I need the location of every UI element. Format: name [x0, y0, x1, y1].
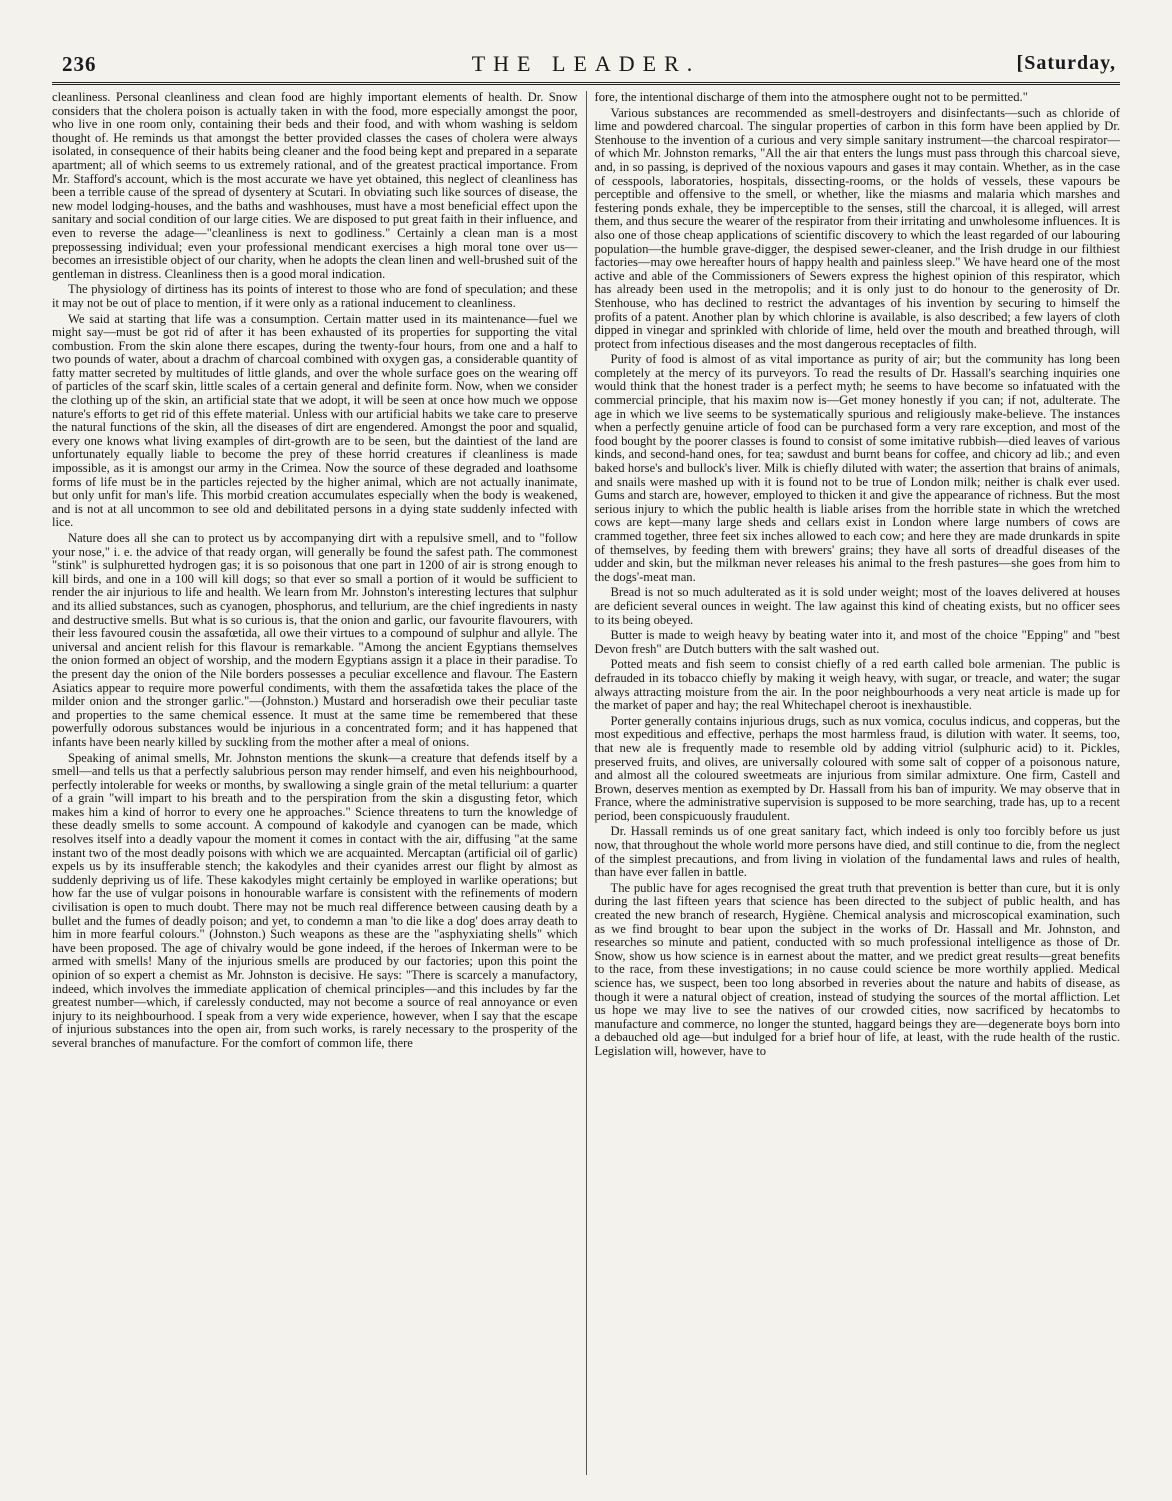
left-column	[52, 91, 586, 1475]
page-number: 236	[62, 52, 97, 76]
right-column	[586, 91, 1121, 1475]
newspaper-title: THE LEADER.	[471, 51, 701, 76]
paragraph: Nature does all she can to protect us by accompanying dirt with a repulsive smell, and to "follow your nose," i. e. the advice of that ready organ, will generally be found the safest path. The commonest "stink" is sulphuretted hydrogen gas; it is so poisonous that one part in 1200 of air is strong enough to kill birds, and one in a 100 will kill dogs; so that ever so small a portion of it would be sufficient to render the air injurious to life and health. We learn from Mr. Johnston's interesting lectures that sulphur and its allied substances, such as cyanogen, phosphorus, and tellurium, are the chief ingredients in nasty and destructive smells. But what is so curious is, that the onion and garlic, our favourite flavourers, with their less favoured cousin the assafœtida, all owe their virtues to a compound of sulphur and allyle. The universal and ancient relish for this flavour is remarkable. "Among the ancient Egyptians themselves the onion formed an object of worship, and the modern Egyptians assign it a place in their paradise. To the present day the onion of the Nile borders possesses a peculiar excellence and flavour. The Eastern Asiatics appear to require more powerful condiments, with them the assafœtida takes the place of the milder onion and the stronger garlic."—(Johnston.) Mustard and horseradish owe their peculiar taste and properties to the same chemical essence. It must at the same time be remembered that these powerfully odorous substances would be injurious in a concentrated form; and it has happened that infants have been nearly killed by suckling from the mother after a meal of onions.	[52, 531, 578, 749]
paragraph: Potted meats and fish seem to consist chiefly of a red earth called bole armenian. The public is defrauded in its tobacco chiefly by making it weigh heavy, with sugar, or treacle, and water; the sugar always attracting moisture from the air. In the poor neighbourhoods a very neat article is made up for the market of paper and hay; the real Whitechapel cheroot is inexhaustible.	[594, 657, 1120, 713]
paragraph: Various substances are recommended as smell-destroyers and disinfectants—such as chloride of lime and powdered charcoal. The singular properties of carbon in this form have been applied by Dr. Stenhouse to the invention of a curious and very simple sanitary instrument—the charcoal respirator—of which Mr. Johnston remarks, "All the air that enters the lungs must pass through this charcoal sieve, and, in so passing, is deprived of the noxious vapours and gases it may contain. Whether, as in the case of cesspools, laboratories, hospitals, dissecting-rooms, or the holds of vessels, these vapours be perceptible and offensive to the smell, or whether, like the miasms and malaria which marshes and festering ponds exhale, they be imperceptible to the senses, still the charcoal, it is alleged, will arrest them, and thus secure the wearer of the respirator from their irritating and unwholesome influences. It is also one of those cheap applications of scientific discovery to which the least regarded of our labouring population—the humble grave-digger, the despised sewer-cleaner, and the Irish drudge in our filthiest factories—may owe hereafter hours of happy health and painless sleep." We have heard one of the most active and able of the Commissioners of Sewers express the highest opinion of this respirator, which has already been used in the metropolis; and it is only just to do honour to the generosity of Dr. Stenhouse, who has declined to restrict the advantages of his invention by securing to himself the profits of a patent. Another plan by which chlorine is available, is also described; a few layers of cloth dipped in vinegar and sprinkled with chloride of lime, held over the mouth and breathed through, will protect from infectious diseases and the most dangerous receptacles of filth.	[594, 105, 1120, 351]
paragraph: We said at starting that life was a consumption. Certain matter used in its maintenance—fuel we might say—must be got rid of after it has been exhausted of its properties for supporting the vital combustion. From the skin alone there escapes, during the twenty-four hours, from one and a half to two pounds of water, about a drachm of charcoal combined with oxygen gas, a considerable quantity of fatty matter secreted by multitudes of little glands, and over the whole surface goes on the wearing off of particles of the scarf skin, little scales of a certain general and definite form. Now, when we consider the clothing up of the skin, an artificial state that we adopt, it will be seen at once how much we oppose nature's efforts to get rid of this effete material. Unless with our artificial habits we take care to preserve the natural functions of the skin, all the diseases of dirt are engendered. Amongst the poor and squalid, every one knows what living examples of dirt-growth are to be seen, but the daintiest of the land are unfortunately equally liable to become the prey of these horrid creatures if cleanliness is made impossible, as it is amongst our army in the Crimea. Now the source of these degraded and loathsome forms of life must be in the particles rejected by the higher animal, which are not actually inanimate, but only unfit for man's life. This morbid creation accumulates especially when the body is weakened, and is not at all uncommon to see old and debilitated persons in a dying state suddenly infected with lice.	[52, 311, 578, 530]
paragraph: fore, the intentional discharge of them into the atmosphere ought not to be permitted."	[594, 91, 1028, 104]
masthead	[52, 48, 1120, 85]
paragraph: The physiology of dirtiness has its points of interest to those who are fond of speculation; and these it may not be out of place to mention, if it were only as a rational inducement to cleanliness.	[52, 282, 578, 310]
paragraph: Butter is made to weigh heavy by beating water into it, and most of the choice "Epping" and "best Devon fresh" are Dutch butters with the salt washed out.	[594, 628, 1120, 656]
paragraph: Speaking of animal smells, Mr. Johnston mentions the skunk—a creature that defends itself by a smell—and tells us that a perfectly salubrious person may render himself, and even his neighbourhood, perfectly intolerable for weeks or months, by swallowing a single grain of the metal tellurium: a quarter of a grain "will impart to his breath and to the perspiration from the skin a disgusting fetor, which makes him a kind of horror to every one he approaches." Science threatens to turn the knowledge of these deadly smells to some account. A compound of kakodyle and cyanogen can be made, which resolves itself into a deadly vapour the moment it comes in contact with the air, diffusing "at the same instant two of the most deadly poisons with which we are acquainted. Mercaptan (artificial oil of garlic) expels us by its insufferable stench; the kakodyles and their cyanides arrest our flight by almost as suddenly depriving us of life. These kakodyles might certainly be employed in warlike operations; but how far the use of vulgar poisons in honourable warfare is consistent with the refinements of modern civilisation is open to much doubt. There may not be much real difference between causing death by a bullet and the fumes of deadly poison; and yet, to condemn a man 'to die like a dog' does array death to him in more fearful colours." (Johnston.) Such weapons as these are the "asphyxiating shells" which have been proposed. The age of chivalry would be gone indeed, if the heroes of Inkerman were to be armed with smells! Many of the injurious smells are produced by our factories; upon this point the opinion of so expert a chemist as Mr. Johnston is decisive. He says: "There is scarcely a manufactory, indeed, which involves the immediate application of chemical principles—and this includes by far the greatest number—which, if carelessly conducted, may not become a source of real annoyance or even injury to its neighbourhood. I speak from a very wide experience, however, when I say that the escape of injurious substances into the open air, from such works, is rarely necessary to the prosperity of the several branches of manufacture. For the comfort of common life, there	[52, 750, 578, 1050]
issue-day: [Saturday,	[1016, 52, 1116, 74]
paragraph: Bread is not so much adulterated as it is sold under weight; most of the loaves delivered at houses are deficient several ounces in weight. The law against this kind of cheating exists, but no officer sees to its being obeyed.	[594, 585, 1120, 627]
paragraph: The public have for ages recognised the great truth that prevention is better than cure, but it is only during the last fifteen years that science has been directed to the subject of public health, and has created the new branch of research, Hygiène. Chemical analysis and microscopical examination, such as we find brought to bear upon the subject in the works of Dr. Hassall and Mr. Johnston, and researches so minute and patient, conducted with so much professional intelligence as those of Dr. Snow, show us how science is in earnest about the matter, and we predict great results—great benefits to the race, from these investigations; in no cause could science be more worthily applied. Medical science has, we suspect, been too long absorbed in reveries about the nature and habits of disease, as though it were a natural object of creation, instead of studying the sources of the mortal affliction. Let us hope we may live to see the natives of our crowded cities, now sacrificed by hecatombs to manufacture and commerce, no longer the stunted, haggard beings they are—degenerate boys born into a debauched old age—but indulged for a brief hour of life, at least, with the rude health of the rustic. Legislation will, however, have to	[594, 880, 1120, 1058]
paragraph: Porter generally contains injurious drugs, such as nux vomica, coculus indicus, and copperas, but the most expeditious and effective, perhaps the most harmless fraud, is dilution with water. It seems, too, that new ale is frequently made to resemble old by adding vitriol (sulphuric acid) to it. Pickles, preserved fruits, and olives, are universally coloured with some salt of copper of a poisonous nature, and almost all the coloured sweetmeats are injurious from similar admixture. One firm, Castell and Brown, deserves mention as exempted by Dr. Hassall from his ban of impurity. We may observe that in France, where the administrative supervision is supposed to be more searching, trade has, up to a recent period, been conspicuously fraudulent.	[594, 713, 1120, 823]
paragraph: Purity of food is almost of as vital importance as purity of air; but the community has long been completely at the mercy of its purveyors. To read the results of Dr. Hassall's searching inquiries one would think that the honest trader is a perfect myth; he seems to have become so infatuated with the commercial principle, that his maxim now is—Get money honestly if you can; if not, adulterate. The age in which we live seems to be systematically spurious and religiously make-believe. The instances when a perfectly genuine article of food can be purchased form a very rare exception, and most of the food bought by the poorer classes is found to consist of some imitative rubbish—died leaves of various kinds, and second-hand ones, for tea; sawdust and burnt beans for coffee, and chicory ad lib.; and even baked horse's and bullock's liver. Milk is chiefly diluted with water; the assertion that brains of animals, and snails were mashed up with it is found not to be true of London milk; neither is chalk ever used. Gums and starch are, however, employed to thicken it and give the appearance of richness. But the most serious injury to which the public health is liable arises from the horrible state in which the wretched cows are kept—many large sheds and cellars exist in London where large numbers of cows are crammed together, three feet six inches allowed to each cow; and here they are made drunkards in spite of themselves, by feeding them with brewers' grains; they have all sorts of dreadful diseases of the udder and skin, but the milkman never releases his animal to the fresh pastures—she goes from him to the dogs'-meat man.	[594, 352, 1120, 584]
paragraph: Dr. Hassall reminds us of one great sanitary fact, which indeed is only too forcibly before us just now, that throughout the whole world more persons have died, and still continue to die, from the neglect of the simplest precautions, and from living in violation of the fundamental laws and rules of health, than have ever fallen in battle.	[594, 824, 1120, 880]
article-columns	[52, 91, 1120, 1475]
paragraph: cleanliness. Personal cleanliness and clean food are highly important elements of health. Dr. Snow considers that the cholera poison is actually taken in with the food, more especially amongst the poor, who live in one room only, containing their beds and their food, and with whom washing is seldom thought of. He reminds us that amongst the better provided classes the cases of cholera were always isolated, in consequence of their habits being cleaner and the food being kept and prepared in a separate apartment; all of which seems to us extremely rational, and of the greatest practical importance. From Mr. Stafford's account, which is the most accurate we have yet obtained, this neglect of cleanliness has been a terrible cause of the spread of dysentery at Scutari. In obviating such like sources of disease, the new model lodging-houses, and the baths and washhouses, must have a most beneficial effect upon the sanitary and social condition of our large cities. We are disposed to put great faith in their influence, and even to reverse the adage—"cleanliness is next to godliness." Certainly a clean man is a most prepossessing individual; even your professional mendicant exercises a high moral tone over us—becomes an irresistible object of our charity, when he adopts the clean linen and well-brushed suit of the gentleman in distress. Cleanliness then is a good moral indication.	[52, 91, 578, 281]
